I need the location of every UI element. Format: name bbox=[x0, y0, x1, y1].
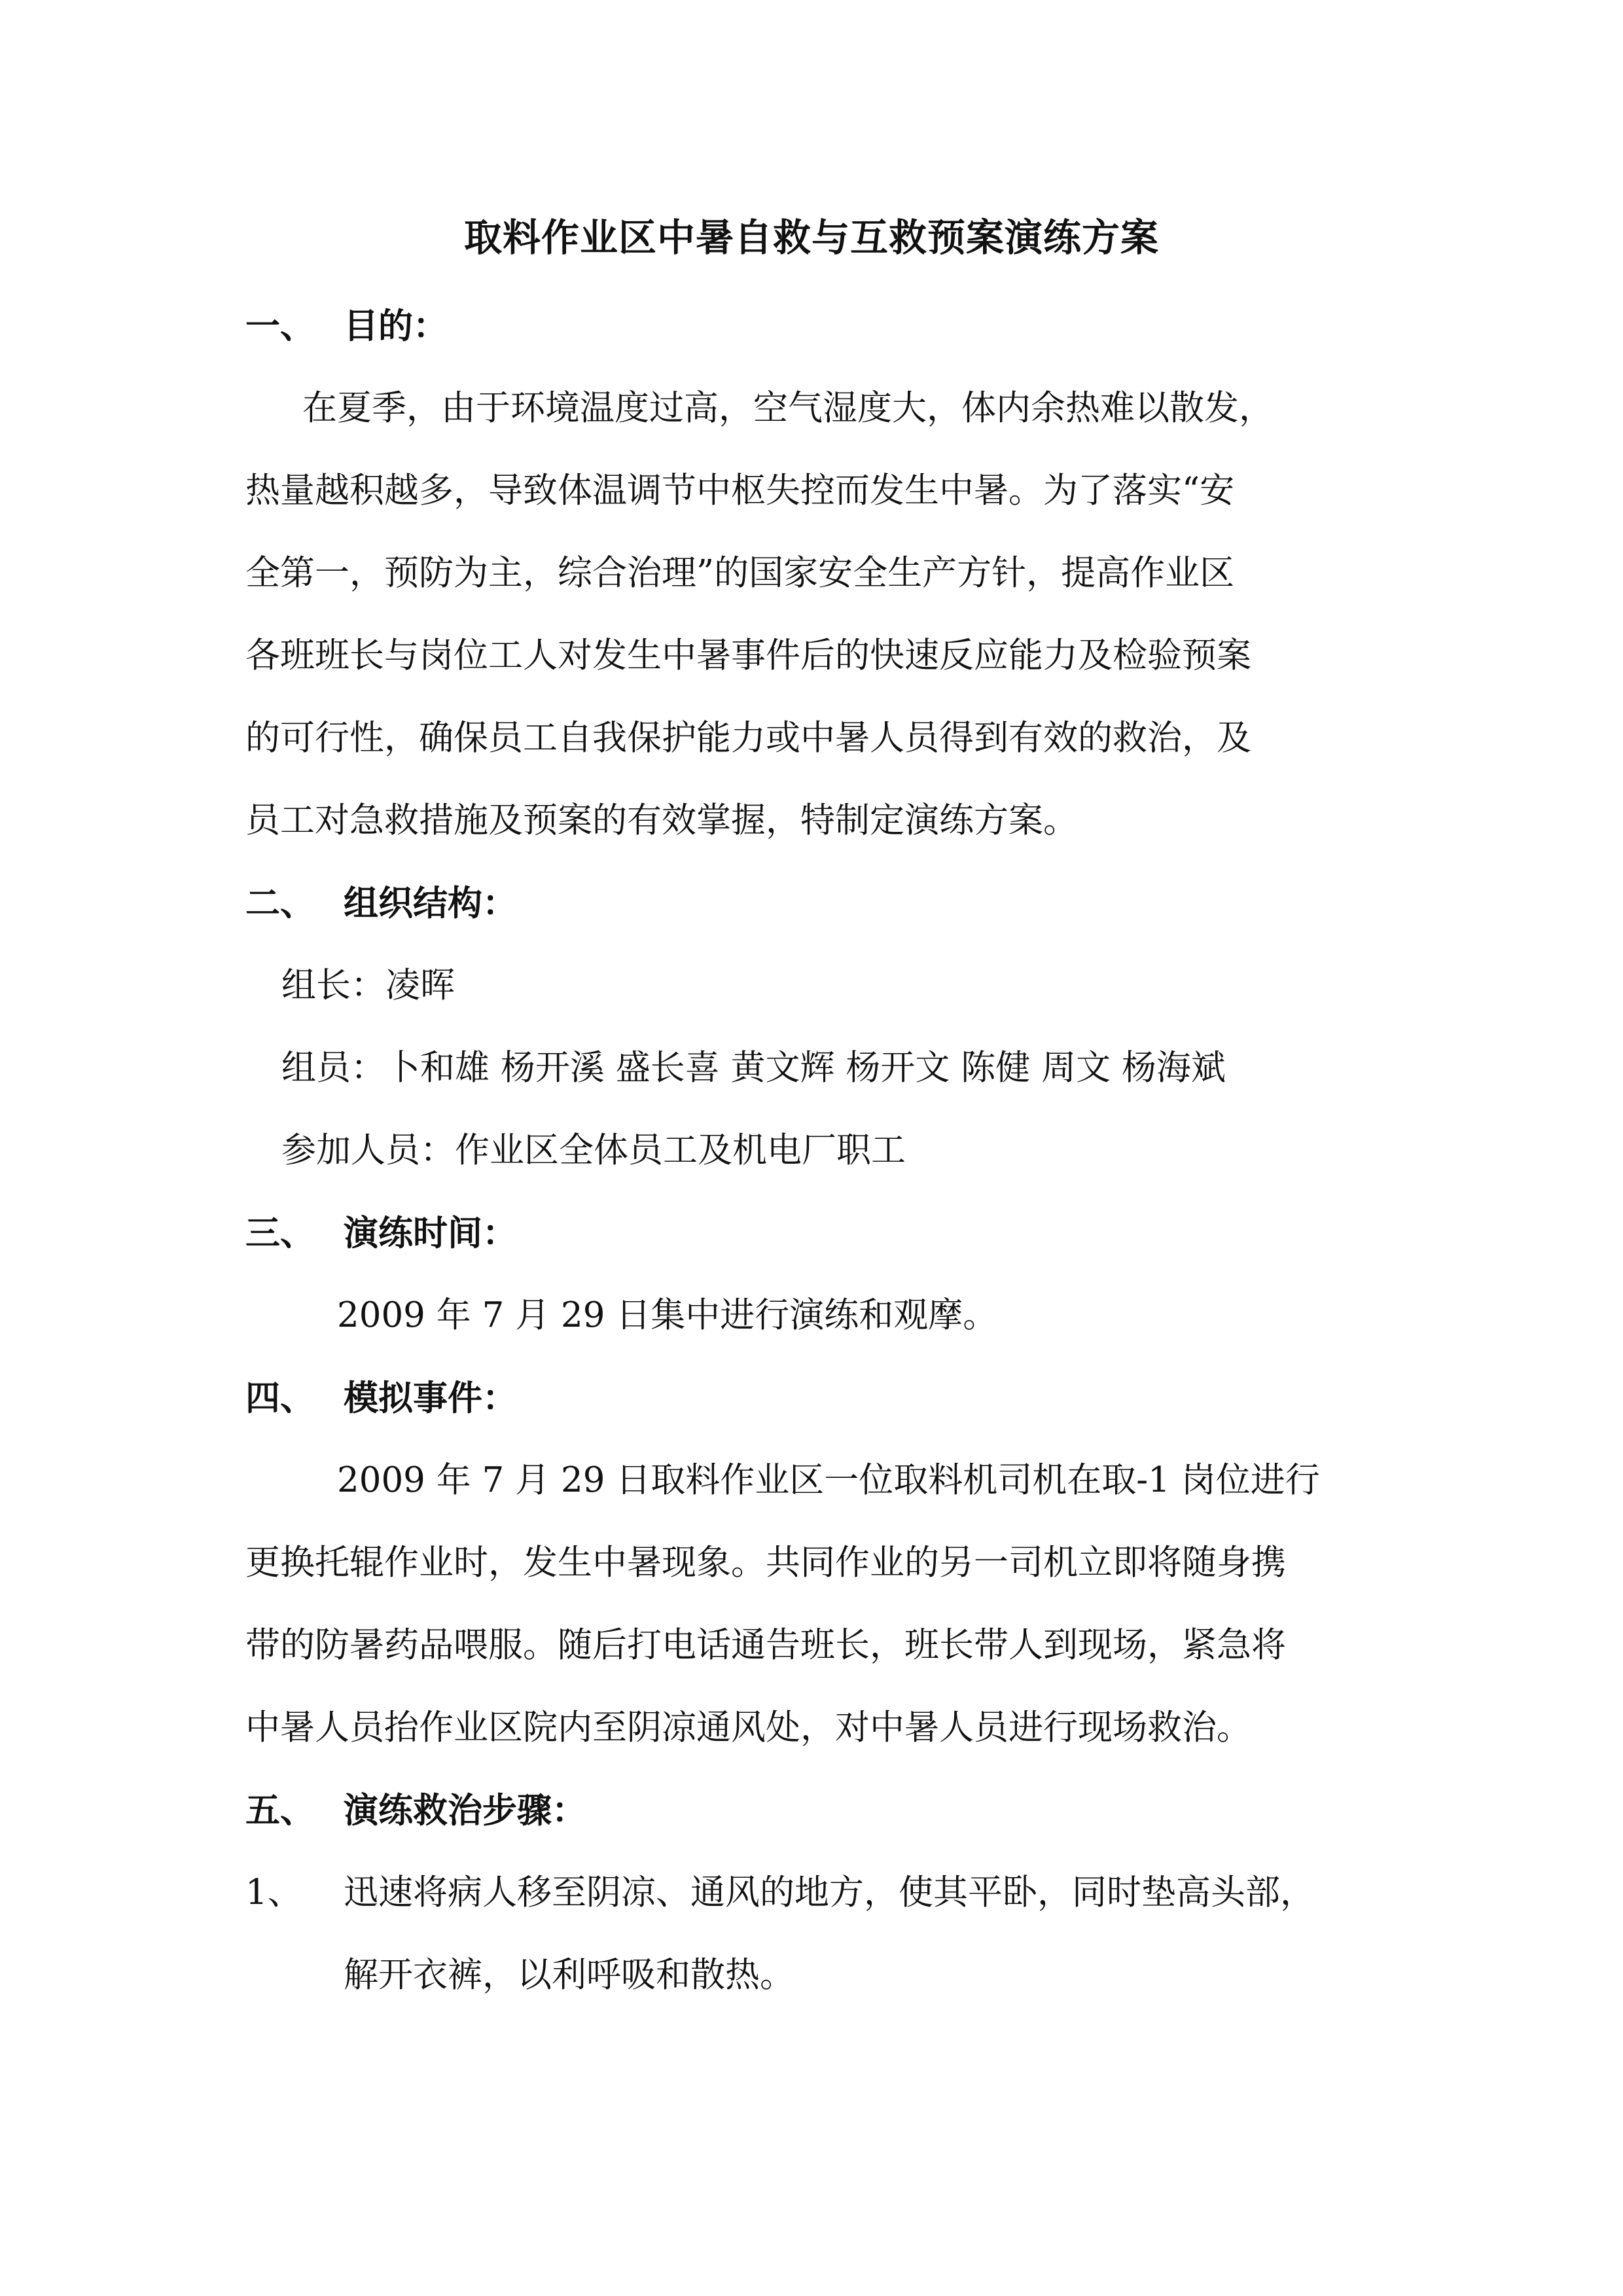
participants: 参加人员：作业区全体员工及机电厂职工 bbox=[281, 1130, 906, 1170]
paragraph-line: 中暑人员抬作业区院内至阴凉通风处，对中暑人员进行现场救治。 bbox=[245, 1708, 1251, 1748]
section-label: 目的： bbox=[344, 306, 448, 346]
paragraph-line: 各班班长与岗位工人对发生中暑事件后的快速反应能力及检验预案 bbox=[245, 636, 1251, 675]
paragraph-line: 员工对急救措施及预案的有效掌握，特制定演练方案。 bbox=[245, 800, 1078, 840]
group-members: 组员：卜和雄 杨开溪 盛长喜 黄文辉 杨开文 陈健 周文 杨海斌 bbox=[281, 1048, 1226, 1088]
section-number: 三、 bbox=[245, 1213, 315, 1253]
section-number: 五、 bbox=[245, 1790, 315, 1831]
section-heading-rescue-steps bbox=[245, 1784, 586, 1837]
paragraph-line: 全第一，预防为主，综合治理”的国家安全生产方针，提高作业区 bbox=[245, 553, 1235, 593]
section-heading-purpose bbox=[245, 300, 448, 352]
paragraph-line: 热量越积越多，导致体温调节中枢失控而发生中暑。为了落实“安 bbox=[245, 471, 1235, 511]
section-heading-time bbox=[245, 1207, 517, 1259]
section-heading-simulated-event bbox=[245, 1372, 517, 1424]
paragraph-line: 2009 年 7 月 29 日取料作业区一位取料机司机在取-1 岗位进行 bbox=[337, 1460, 1320, 1500]
document-title: 取料作业区中暑自救与互救预案演练方案 bbox=[463, 215, 1159, 260]
drill-time: 2009 年 7 月 29 日集中进行演练和观摩。 bbox=[337, 1295, 998, 1335]
section-label: 组织结构： bbox=[344, 883, 517, 924]
section-heading-organization bbox=[245, 877, 517, 929]
paragraph-line: 带的防暑药品喂服。随后打电话通告班长，班长带人到现场，紧急将 bbox=[245, 1625, 1286, 1665]
paragraph-line: 在夏季，由于环境温度过高，空气湿度大，体内余热难以散发， bbox=[302, 388, 1274, 428]
section-number: 一、 bbox=[245, 306, 315, 346]
paragraph-line: 更换托辊作业时，发生中暑现象。共同作业的另一司机立即将随身携 bbox=[245, 1543, 1286, 1583]
step-item bbox=[245, 1867, 1315, 1919]
section-label: 演练时间： bbox=[344, 1213, 517, 1253]
group-leader: 组长：凌晖 bbox=[281, 965, 455, 1005]
section-label: 模拟事件： bbox=[344, 1378, 517, 1418]
section-number: 二、 bbox=[245, 883, 315, 924]
section-label: 演练救治步骤： bbox=[344, 1790, 586, 1831]
step-text-continued: 解开衣裤，以利呼吸和散热。 bbox=[344, 1955, 794, 1995]
step-number: 1、 bbox=[245, 1873, 302, 1912]
section-number: 四、 bbox=[245, 1378, 315, 1418]
paragraph-line: 的可行性，确保员工自我保护能力或中暑人员得到有效的救治，及 bbox=[245, 718, 1251, 758]
step-text: 迅速将病人移至阴凉、通风的地方，使其平卧，同时垫高头部， bbox=[344, 1873, 1315, 1912]
